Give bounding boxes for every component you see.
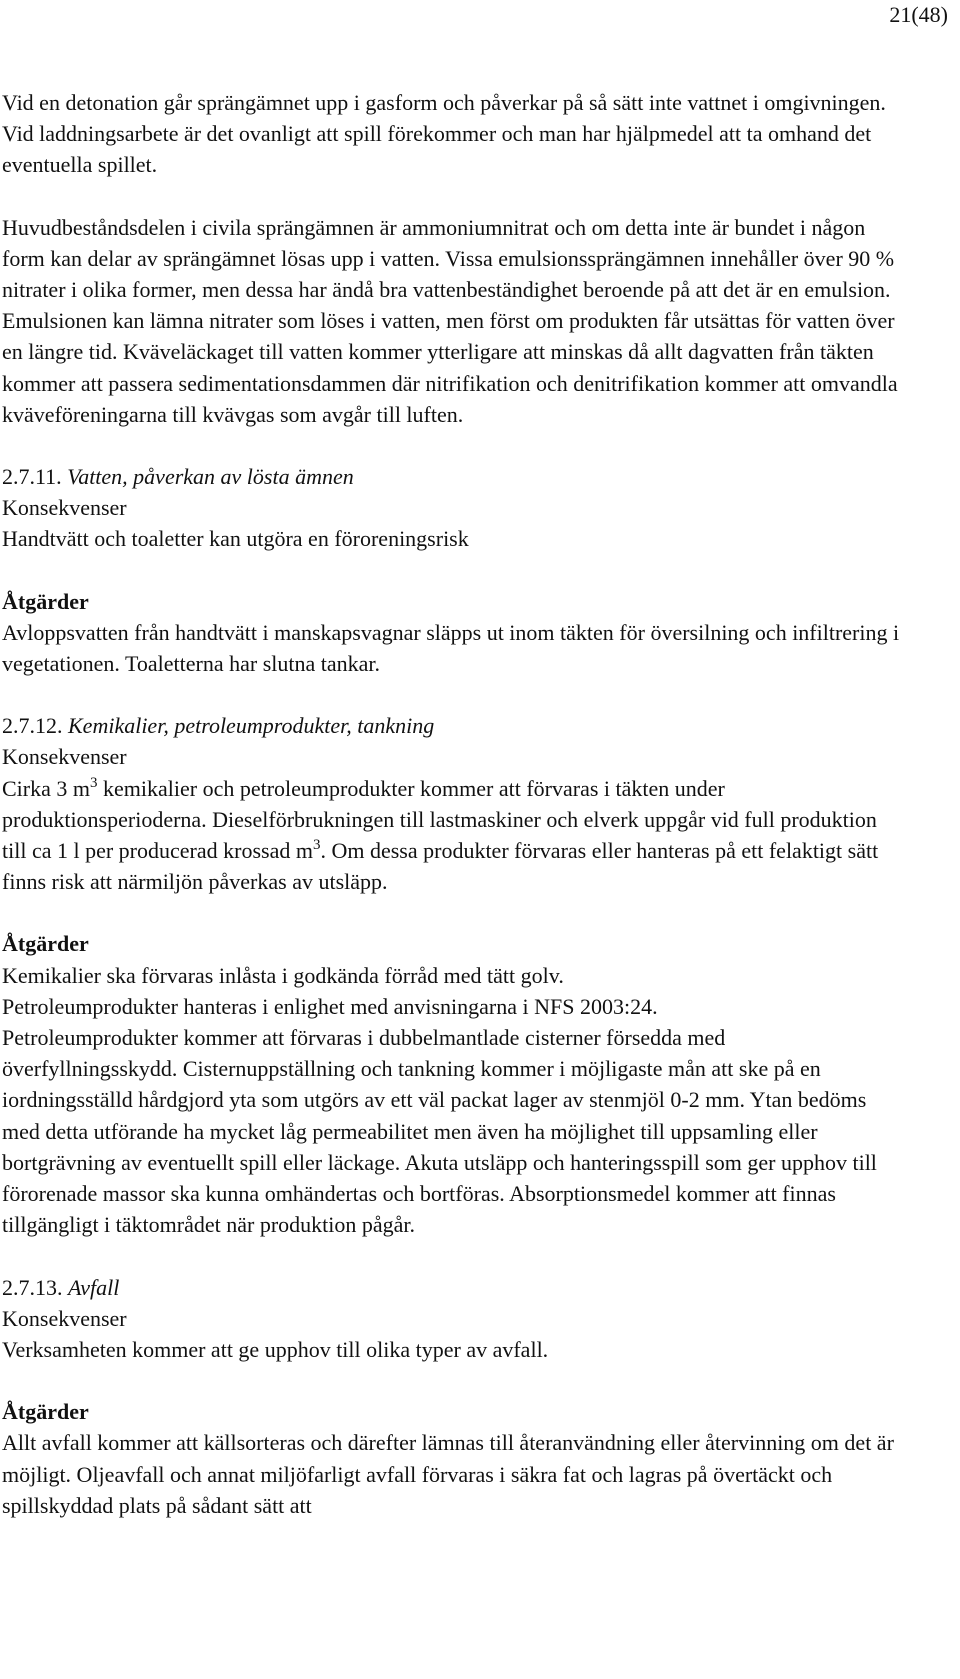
paragraph-gap [2,1241,902,1272]
paragraph-gap [2,1365,902,1396]
konsekvenser-label: Konsekvenser [2,1305,127,1331]
paragraph-gap [2,679,902,710]
section-heading-2-7-12 [2,710,902,741]
section-number: 2.7.11. [2,464,62,490]
konsekvenser-label: Konsekvenser [2,744,127,770]
superscript: 3 [312,837,321,854]
section-number: 2.7.13. [2,1274,63,1300]
paragraph-gap [2,897,902,928]
section-title: Avfall [68,1274,120,1300]
section-heading-2-7-11 [2,461,902,492]
document-body [0,87,902,1521]
atgarder-line-2: Petroleumprodukter hanteras i enlighet med anvisningarna i NFS 2003:24. [2,993,658,1019]
superscript: 3 [90,774,98,791]
atgarder-label: Åtgärder [2,588,89,614]
atgarder-text: Avloppsvatten från handtvätt i manskapsvagnar släpps ut inom täkten för översilning och infiltrering i vegetationen. Toaletterna har slutna tankar. [2,619,900,677]
paragraph-detonation: Vid en detonation går sprängämnet upp i gasform och påverkar på så sätt inte vattnet i omgivningen. Vid laddningsarbete är det ovanligt att spill förekommer och man har hjälpmedel att ta omhand det eventuella spillet. [2,90,886,178]
atgarder-label: Åtgärder [2,1399,89,1425]
konsekvenser-label: Konsekvenser [2,495,127,521]
paragraph-gap [2,430,902,461]
konsekvenser-text-b: kemikalier och petroleumprodukter kommer att förvaras i täkten under produktionsperioderna. Dieselförbrukningen till lastmaskiner och elverk uppgår vid full produktion till ca 1 l per producerad krossad m [2,775,877,864]
section-number: 2.7.12. [2,713,63,739]
atgarder-line-1: Kemikalier ska förvaras inlåsta i godkända förråd med tätt golv. [2,962,564,988]
konsekvenser-text: Verksamheten kommer att ge upphov till olika typer av avfall. [2,1336,549,1362]
section-title: Vatten, påverkan av lösta ämnen [67,464,354,490]
konsekvenser-text: Handtvätt och toaletter kan utgöra en föroreningsrisk [2,526,469,552]
paragraph-ammoniumnitrat: Huvudbeståndsdelen i civila sprängämnen är ammoniumnitrat och om detta inte är bundet i någon form kan delar av sprängämnet lösas upp i vatten. Vissa emulsionssprängämnen innehåller över 90 % nitrater i olika former, men dessa har ändå bra vattenbeständighet beroende på att det är en emulsion. Emulsionen kan lämna nitrater som löses i vatten, men först om produkten får utsättas för vatten över en längre tid. Kväveläckaget till vatten kommer ytterligare att minskas då allt dagvatten från täkten kommer att passera sedimentationsdammen där nitrifikation och denitrifikation kommer att omvandla kväveföreningarna till kvävgas som avgår till luften. [2,214,898,427]
atgarder-label: Åtgärder [2,931,89,957]
atgarder-text: Petroleumprodukter kommer att förvaras i dubbelmantlade cisterner försedda med överfyllningsskydd. Cisternuppställning och tankning kommer i möjligaste mån att ske på en iordningsställd hårdgjord yta som utgörs av ett väl packat lager av stenmjöl 0-2 mm. Ytan bedöms med detta utförande ha mycket låg permeabilitet men även ha möjlighet till uppsamling eller bortgrävning av eventuellt spill eller läckage. Akuta utsläpp och hanteringsspill som ger upphov till förorenade massor ska kunna omhändertas och bortföras. Absorptionsmedel kommer att finnas tillgängligt i täktområdet när produktion pågår. [2,1025,877,1238]
section-heading-2-7-13 [2,1272,902,1303]
konsekvenser-text [2,773,902,898]
section-title: Kemikalier, petroleumprodukter, tankning [68,713,435,739]
page-number: 21(48) [889,2,948,27]
paragraph-gap [2,181,902,212]
atgarder-text: Allt avfall kommer att källsorteras och därefter lämnas till återanvändning eller återvinning om det är möjligt. Oljeavfall och annat miljöfarligt avfall förvaras i säkra fat och lagras på övertäckt och spillskyddad plats på sådant sätt att [2,1430,894,1518]
paragraph-gap [2,555,902,586]
konsekvenser-text-c: . Om dessa produkter förvaras eller hanteras på ett felaktigt sätt finns risk att närmiljön påverkas av utsläpp. [2,838,879,895]
konsekvenser-text-a: Cirka 3 m [2,775,90,801]
